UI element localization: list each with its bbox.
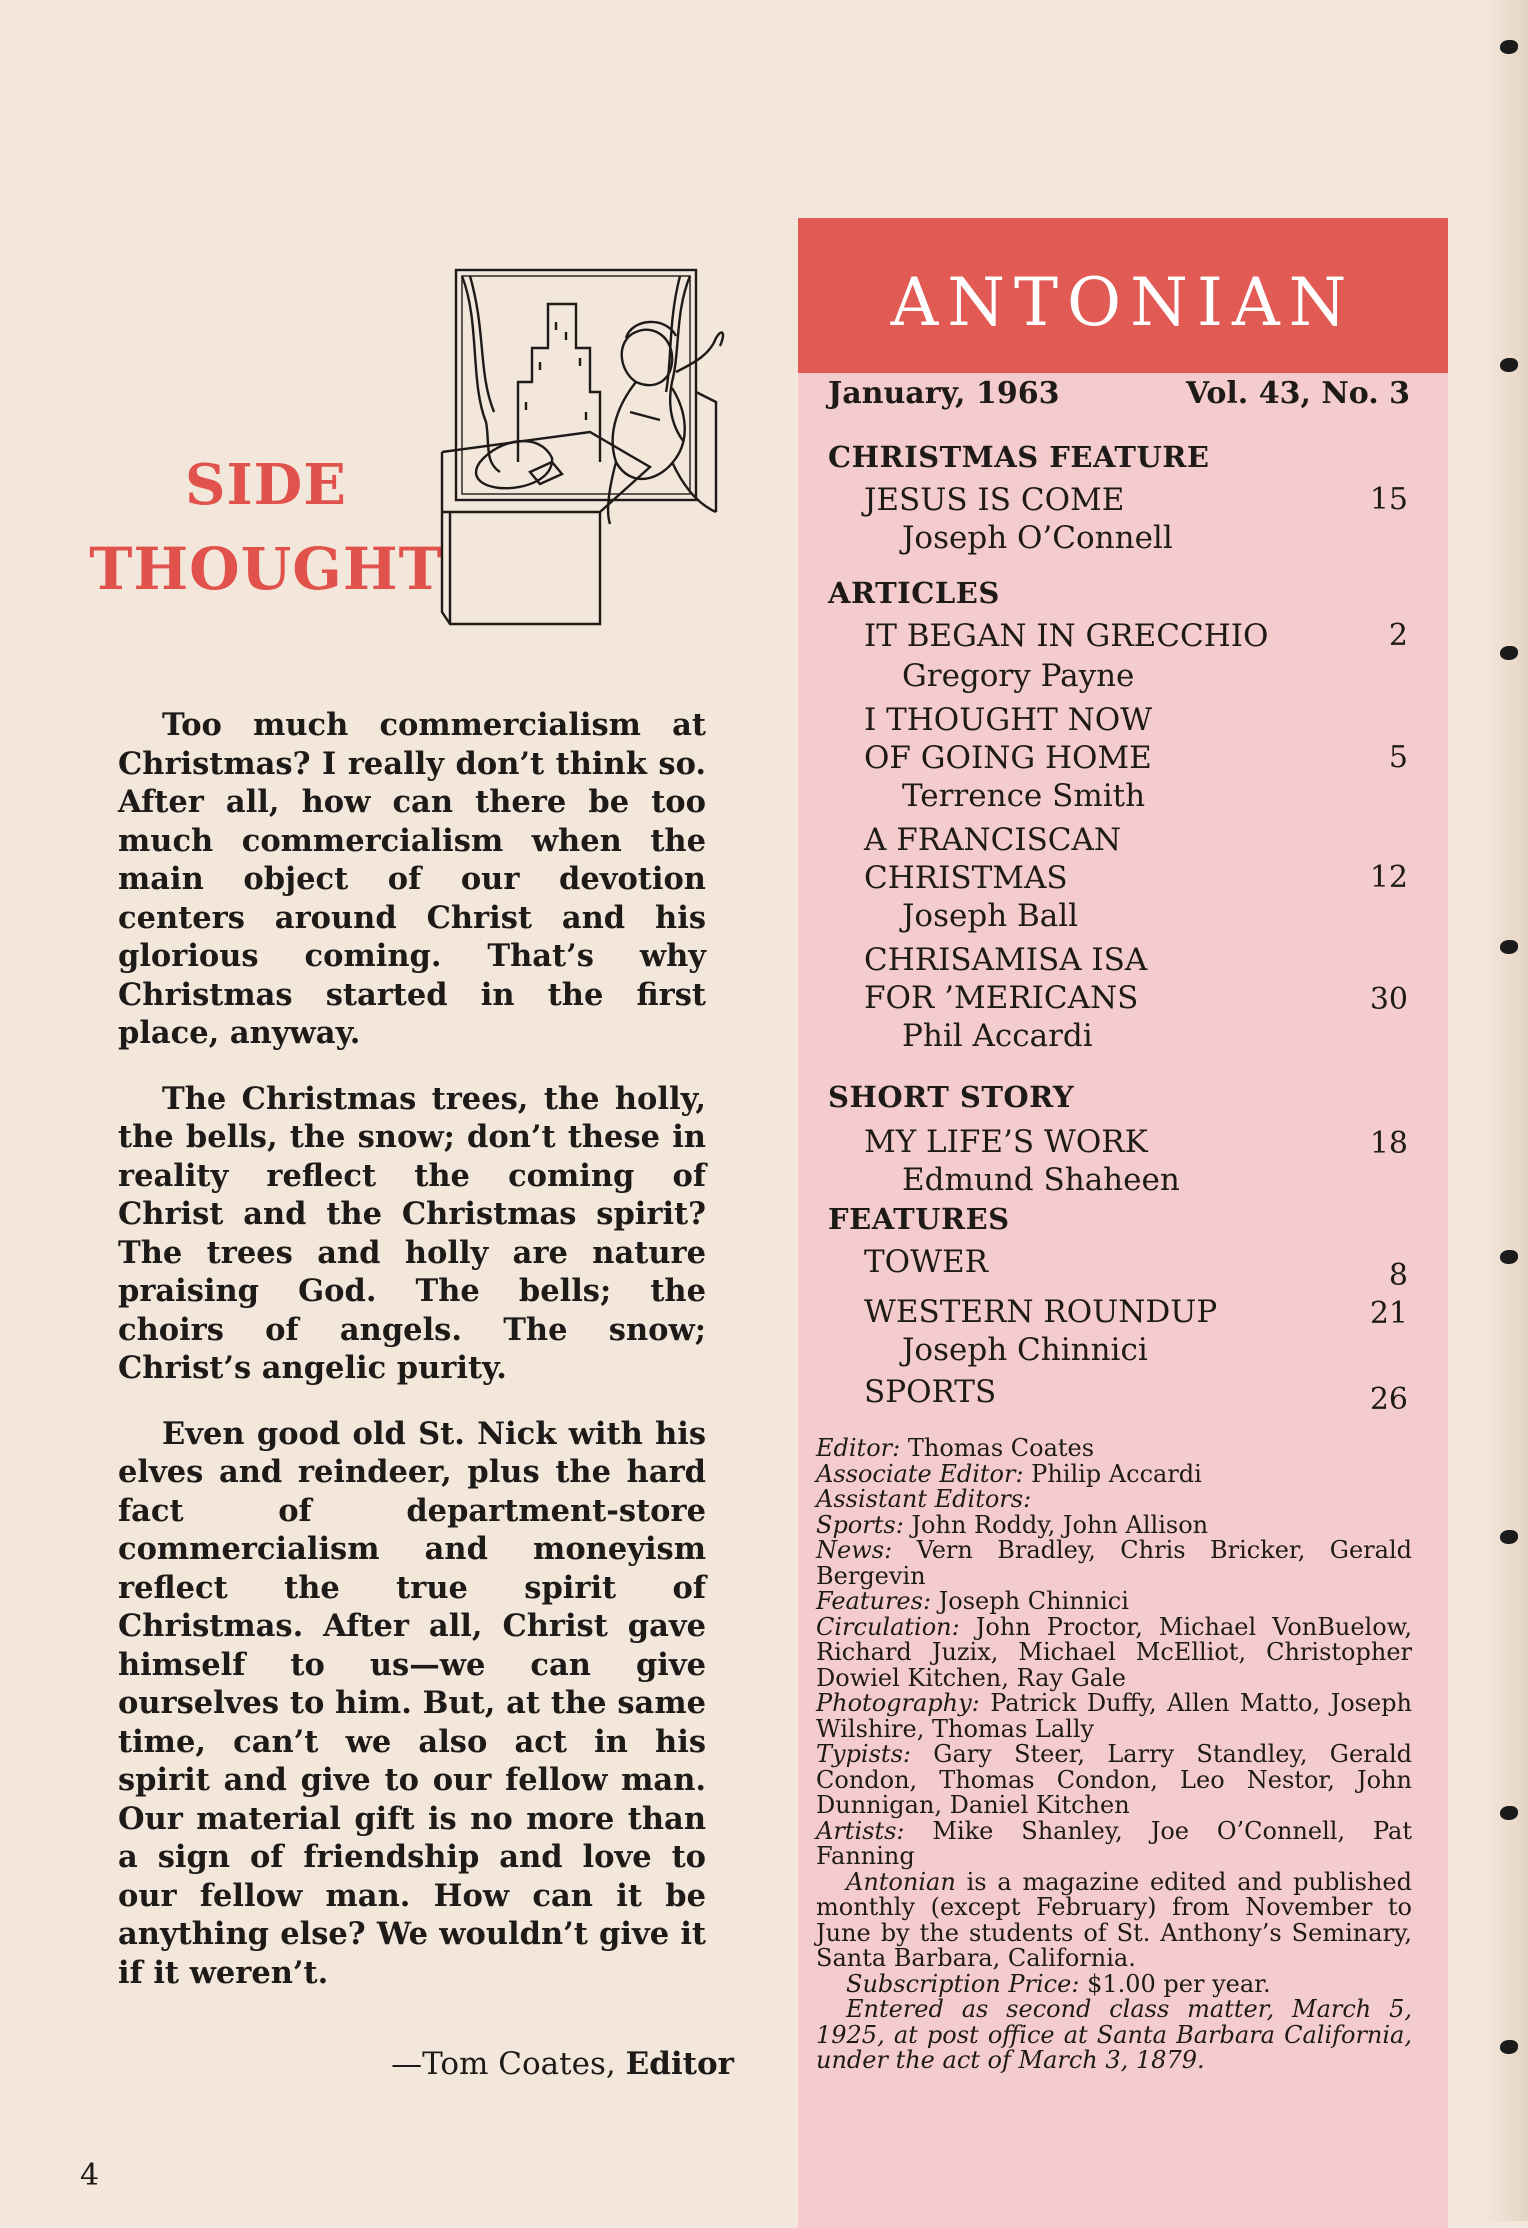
toc-title: IT BEGAN IN GRECCHIO [864,618,1269,654]
toc-title: I THOUGHT NOW [864,702,1153,738]
binding-hole [1500,1806,1518,1820]
toc-page: 30 [1369,982,1408,1017]
masthead-title: ANTONIAN [890,264,1356,341]
staff-row: News: Vern Bradley, Chris Bricker, Gerald Bergevin [816,1536,1412,1590]
toc-author: Edmund Shaheen [902,1162,1180,1198]
toc-page: 5 [1388,740,1408,775]
section-christmas-feature: CHRISTMAS FEATURE [828,440,1210,474]
section-short-story: SHORT STORY [828,1080,1075,1114]
toc-title: JESUS IS COME [864,482,1125,518]
binding-hole [1500,1530,1518,1544]
toc-page: 12 [1369,860,1408,895]
signature-role: Editor [625,2046,734,2082]
editorial-body [118,706,706,2019]
toc-page: 18 [1369,1126,1408,1161]
editorial-signature [300,2046,734,2082]
staff-row: Circulation: John Proctor, Michael VonBuelow, Richard Juzix, Michael McElliot, Christopher Dowiel Kitchen, Ray Gale [816,1612,1412,1692]
editorial-paragraph: The Christmas trees, the holly, the bells, the snow; don’t these in reality reflect the coming of Christ and the Christmas spirit? The trees and holly are nature praising God. The bells; the choirs of angels. The snow; Christ’s angelic purity. [118,1080,706,1386]
toc-page: 21 [1369,1296,1408,1331]
santa-window-illustration [440,262,730,632]
binding-hole [1500,40,1518,54]
side-thought-title-line2: THOUGHT [89,535,443,603]
section-features: FEATURES [828,1202,1010,1236]
issue-date: January, 1963 [828,376,1060,411]
binding-hole [1500,940,1518,954]
contents-box [798,218,1448,2228]
staff-row: Features: Joseph Chinnici [816,1587,1129,1615]
staff-row: Associate Editor: Philip Accardi [816,1459,1202,1488]
staff-row: Typists: Gary Steer, Larry Standley, Gerald Condon, Thomas Condon, Leo Nestor, John Dunnigan, Daniel Kitchen [816,1740,1412,1819]
toc-page: 2 [1388,618,1408,653]
issue-volume: Vol. 43, No. 3 [1185,376,1410,411]
staff-credits [816,1436,1412,2074]
publication-notice: Antonian is a magazine edited and published monthly (except February) from November to June by the students of St. Anthony’s Seminary, Santa Barbara, California. [816,1867,1412,1972]
toc-author: Joseph Ball [902,898,1079,934]
page-number: 4 [80,2158,100,2193]
toc-author: Joseph Chinnici [902,1332,1148,1368]
toc-author: Joseph O’Connell [902,520,1173,556]
masthead-banner [798,218,1448,373]
toc-author: Gregory Payne [902,658,1135,694]
binding-hole [1500,358,1518,372]
toc-title: A FRANCISCAN [864,822,1122,858]
toc-title: MY LIFE’S WORK [864,1124,1148,1160]
section-articles: ARTICLES [828,576,1000,610]
toc-page: 8 [1388,1258,1408,1293]
toc-author: Terrence Smith [902,778,1146,814]
signature-name: —Tom Coates, [391,2046,616,2082]
binding-hole [1500,2040,1518,2054]
staff-row: Sports: John Roddy, John Allison [816,1510,1209,1539]
editorial-paragraph: Too much commercialism at Christmas? I really don’t think so. After all, how can there be too much commercialism when the main object of our devotion centers around Christ and his glorious coming. That’s why Christmas started in the first place, anyway. [118,707,706,1051]
toc-author: Phil Accardi [902,1018,1093,1054]
toc-page: 15 [1369,482,1408,517]
toc-title: FOR ’MERICANS [864,980,1139,1016]
toc-title: CHRISTMAS [864,860,1068,896]
binding-hole [1500,646,1518,660]
staff-row: Artists: Mike Shanley, Joe O’Connell, Pat Fanning [816,1816,1412,1870]
toc-title: CHRISAMISA ISA [864,942,1148,978]
staff-row: Photography: Patrick Duffy, Allen Matto, Joseph Wilshire, Thomas Lally [816,1689,1412,1743]
toc-title: SPORTS [864,1374,997,1410]
page-edge [1484,0,1528,2221]
staff-row: Editor: Thomas Coates [816,1434,1095,1462]
issue-line [828,376,1410,411]
toc-title: WESTERN ROUNDUP [864,1294,1218,1330]
binding-hole [1500,1250,1518,1264]
editorial-paragraph: Even good old St. Nick with his elves and reindeer, plus the hard fact of department-store commercialism and moneyism reflect the true spirit of Christmas. After all, Christ gave himself to us—we can give ourselves to him. But, at the same time, can’t we also act in his spirit and give to our fellow man. Our material gift is no more than a sign of friendship and love to our fellow man. How can it be anything else? We wouldn’t give it if it weren’t. [118,1415,706,1991]
toc-title: TOWER [864,1244,988,1280]
postal-entry-notice: Entered as second class matter, March 5, 1925, at post office at Santa Barbara California, under the act of March 3, 1879. [816,1995,1412,2074]
staff-row: Assistant Editors: [816,1485,1032,1513]
subscription-price: Subscription Price: $1.00 per year. [846,1969,1271,1998]
side-thought-title-line1: SIDE [185,452,347,518]
toc-page: 26 [1369,1382,1408,1417]
toc-title: OF GOING HOME [864,740,1152,776]
